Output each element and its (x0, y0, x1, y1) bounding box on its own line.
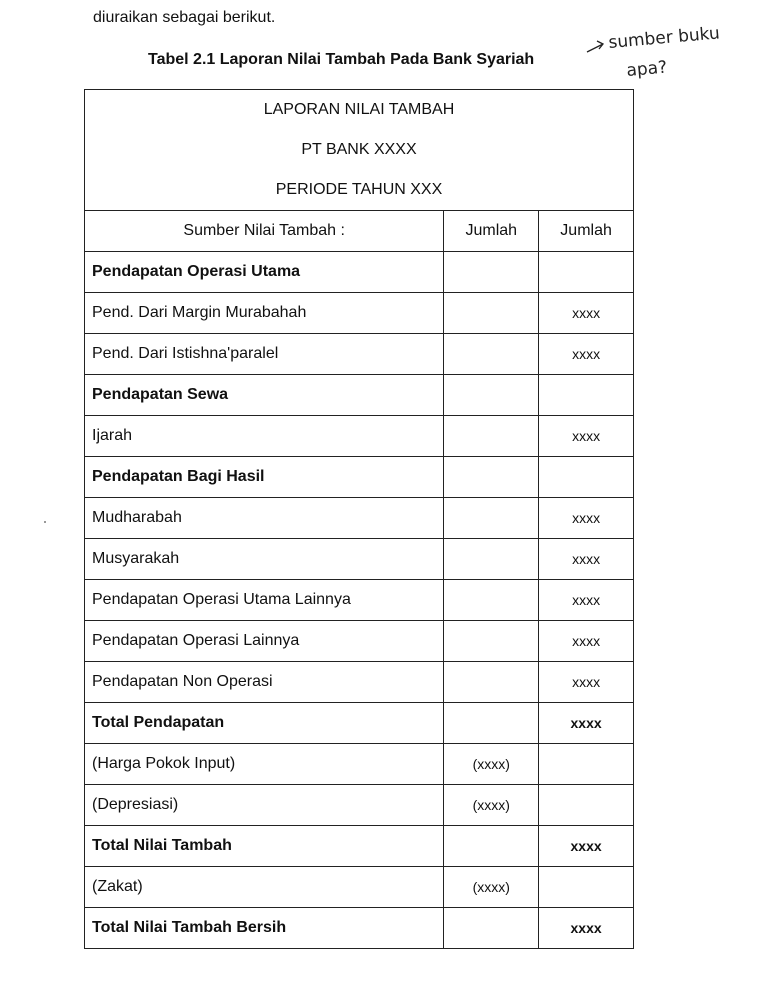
row-amount-1 (444, 334, 539, 375)
row-amount-2: xxxx (539, 621, 634, 662)
row-amount-1 (444, 703, 539, 744)
row-label: Mudharabah (85, 498, 444, 539)
row-amount-2: xxxx (539, 539, 634, 580)
row-label: Ijarah (85, 416, 444, 457)
report-header-row (85, 90, 634, 211)
report-period: PERIODE TAHUN XXX (275, 181, 443, 198)
row-amount-2: xxxx (539, 334, 634, 375)
row-label: Total Nilai Tambah Bersih (85, 908, 444, 949)
row-amount-1 (444, 416, 539, 457)
row-label: Total Pendapatan (85, 703, 444, 744)
row-amount-1 (444, 539, 539, 580)
row-label: Musyarakah (85, 539, 444, 580)
row-amount-1 (444, 375, 539, 416)
row-amount-2: xxxx (539, 498, 634, 539)
table-row (85, 293, 634, 334)
row-amount-1: (xxxx) (444, 867, 539, 908)
scan-speck (44, 521, 46, 523)
row-amount-1 (444, 498, 539, 539)
row-amount-1 (444, 908, 539, 949)
table-caption: Tabel 2.1 Laporan Nilai Tambah Pada Bank Syariah (148, 51, 535, 68)
report-title: LAPORAN NILAI TAMBAH (263, 101, 455, 118)
row-amount-1 (444, 252, 539, 293)
row-amount-2 (539, 744, 634, 785)
row-label: Pend. Dari Margin Murabahah (85, 293, 444, 334)
report-header-cell (85, 90, 634, 211)
row-amount-2: xxxx (539, 703, 634, 744)
row-label: Pendapatan Operasi Utama Lainnya (85, 580, 444, 621)
row-label: Pendapatan Operasi Lainnya (85, 621, 444, 662)
row-amount-1 (444, 293, 539, 334)
row-amount-1: (xxxx) (444, 785, 539, 826)
table-row (85, 539, 634, 580)
table-row (85, 744, 634, 785)
row-label: (Zakat) (85, 867, 444, 908)
table-row (85, 334, 634, 375)
row-amount-1 (444, 662, 539, 703)
value-added-report-table (84, 89, 634, 949)
report-company: PT BANK XXXX (301, 141, 417, 158)
row-amount-2: xxxx (539, 908, 634, 949)
table-row (85, 785, 634, 826)
row-label: Pendapatan Bagi Hasil (85, 457, 444, 498)
table-row (85, 662, 634, 703)
row-label: Pendapatan Operasi Utama (85, 252, 444, 293)
row-label: (Harga Pokok Input) (85, 744, 444, 785)
column-header-source: Sumber Nilai Tambah : (85, 211, 444, 252)
row-amount-1 (444, 457, 539, 498)
intro-text: diuraikan sebagai berikut. (93, 9, 276, 26)
row-amount-2 (539, 785, 634, 826)
row-amount-2 (539, 375, 634, 416)
row-amount-2: xxxx (539, 580, 634, 621)
table-row (85, 621, 634, 662)
handwritten-note-line2: apa? (625, 57, 668, 81)
row-amount-1 (444, 621, 539, 662)
row-amount-2: xxxx (539, 293, 634, 334)
row-amount-2 (539, 867, 634, 908)
column-header-amount-2: Jumlah (539, 211, 634, 252)
row-label: (Depresiasi) (85, 785, 444, 826)
table-row (85, 457, 634, 498)
table-row (85, 498, 634, 539)
table-row (85, 580, 634, 621)
handwritten-note-line1: sumber buku (607, 23, 721, 53)
table-row (85, 826, 634, 867)
table-row (85, 703, 634, 744)
table-row (85, 252, 634, 293)
table-row (85, 375, 634, 416)
handwritten-note (585, 18, 775, 88)
row-amount-1 (444, 580, 539, 621)
row-amount-2: xxxx (539, 662, 634, 703)
row-amount-1 (444, 826, 539, 867)
table-row (85, 908, 634, 949)
row-amount-2: xxxx (539, 416, 634, 457)
arrow-icon (587, 41, 603, 52)
row-label: Pendapatan Sewa (85, 375, 444, 416)
row-amount-2 (539, 252, 634, 293)
table-row (85, 867, 634, 908)
row-amount-2: xxxx (539, 826, 634, 867)
row-label: Pendapatan Non Operasi (85, 662, 444, 703)
row-amount-2 (539, 457, 634, 498)
table-row (85, 416, 634, 457)
column-header-row (85, 211, 634, 252)
column-header-amount-1: Jumlah (444, 211, 539, 252)
row-amount-1: (xxxx) (444, 744, 539, 785)
row-label: Total Nilai Tambah (85, 826, 444, 867)
row-label: Pend. Dari Istishna'paralel (85, 334, 444, 375)
